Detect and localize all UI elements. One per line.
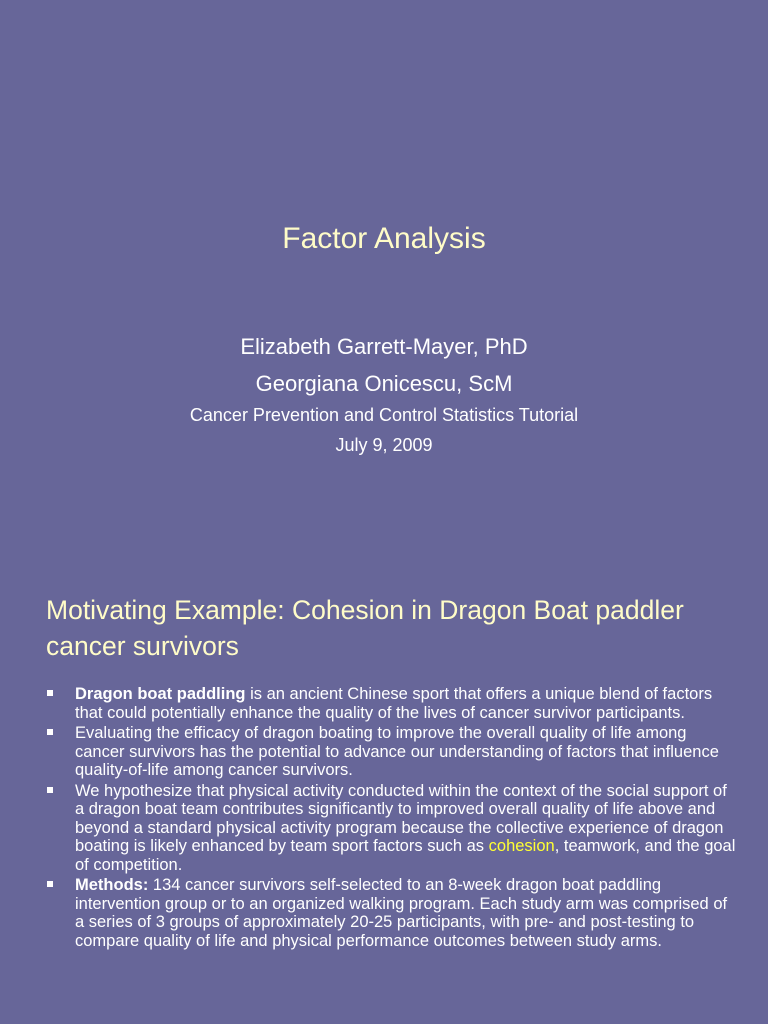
- bullet-item: [46, 685, 736, 722]
- bullet-item: [46, 876, 736, 950]
- square-bullet-icon: [47, 729, 53, 735]
- square-bullet-icon: [47, 787, 53, 793]
- bullet-item: [46, 724, 736, 780]
- highlighted-term: cohesion: [488, 837, 555, 855]
- slide-title: Factor Analysis: [282, 222, 486, 255]
- bullet-text: 134 cancer survivors self-selected to an 8-week dragon boat paddling intervention group or to an organized walking program. Each study arm was comprised of a series of 3 groups of approximately 20-25 participants, with pre- and post-testing to compare quality of life and physical performance outcomes between study arms.: [75, 876, 728, 950]
- bullet-item: [46, 782, 736, 875]
- bullet-text: , teamwork, and the goal of competition.: [75, 837, 736, 874]
- author-name: Georgiana Onicescu, ScM: [255, 371, 513, 396]
- slide-title: Motivating Example: Cohesion in Dragon Boat paddler cancer survivors: [46, 595, 684, 661]
- bullet-list: [46, 685, 736, 952]
- square-bullet-icon: [47, 690, 53, 696]
- bullet-text: Evaluating the efficacy of dragon boating to improve the overall quality of life among cancer survivors has the potential to advance our understanding of factors that influence quality-of-life among cancer survivors.: [75, 724, 719, 779]
- author-name: Elizabeth Garrett-Mayer, PhD: [240, 334, 528, 359]
- square-bullet-icon: [47, 881, 53, 887]
- bullet-bold-text: Dragon boat paddling: [75, 685, 246, 703]
- event-name: Cancer Prevention and Control Statistics Tutorial: [189, 405, 579, 425]
- content-slide: [0, 512, 768, 1024]
- bullet-bold-text: Methods:: [75, 876, 149, 894]
- bullet-text: We hypothesize that physical activity conducted within the context of the social support of a dragon boat team contributes significantly to improved overall quality of life above and beyond a standard physical activity program because the collective experience of dragon boating is likely enhanced by team sport factors such as: [75, 781, 727, 855]
- presentation-date: July 9, 2009: [335, 435, 433, 455]
- bullet-text: is an ancient Chinese sport that offers a unique blend of factors that could potentially enhance the quality of the lives of cancer survivor participants.: [75, 685, 713, 722]
